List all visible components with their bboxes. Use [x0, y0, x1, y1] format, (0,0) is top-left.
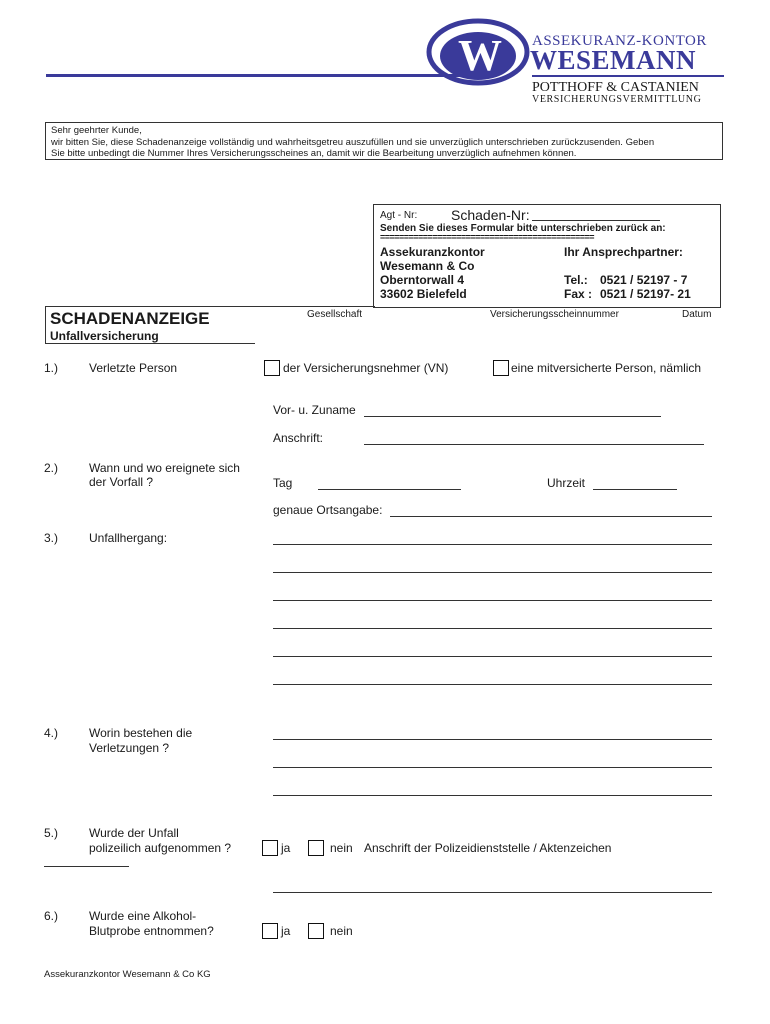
- time-label: Uhrzeit: [547, 476, 586, 490]
- q4-label-line2: Verletzungen ?: [89, 741, 170, 755]
- brand-rule: [532, 75, 724, 77]
- name-field[interactable]: [364, 402, 661, 417]
- q6-checkbox-yes[interactable]: [262, 923, 278, 939]
- q5-label-line1: Wurde der Unfall: [89, 826, 179, 840]
- q5-checkbox-no[interactable]: [308, 840, 324, 856]
- q1-checkbox-vn[interactable]: [264, 360, 280, 376]
- title-top-rule: [45, 306, 375, 307]
- q4-number: 4.): [44, 726, 59, 740]
- q1-checkbox-insured-person[interactable]: [493, 360, 509, 376]
- q2-label-line1: Wann und wo ereignete sich: [89, 461, 240, 475]
- q6-number: 6.): [44, 909, 59, 923]
- intro-line2: wir bitten Sie, diese Schadenanzeige vollständig und wahrheitsgetreu auszufüllen und sie unverzüglich unterschrieben zurückzusenden. Geben: [51, 137, 655, 148]
- q6-yes-label: ja: [281, 924, 291, 938]
- accident-description-line[interactable]: [273, 642, 712, 657]
- q2-label-line2: der Vorfall ?: [89, 475, 154, 489]
- fax-label: Fax :: [564, 287, 593, 301]
- date-header: Datum: [682, 309, 712, 320]
- q5-no-label: nein: [330, 841, 353, 855]
- injuries-line[interactable]: [273, 725, 712, 740]
- title-bottom-rule: [45, 343, 255, 344]
- q5-label-line2: polizeilich aufgenommen ?: [89, 841, 232, 855]
- q5-number: 5.): [44, 826, 59, 840]
- brand-line3: POTTHOFF & CASTANIEN: [532, 80, 699, 95]
- phone-label: Tel.:: [564, 273, 588, 287]
- intro-line3: Sie bitte unbedingt die Nummer Ihres Versicherungsscheines an, damit wir die Bearbeitung unverzüglich aufnehmen können.: [51, 148, 577, 159]
- footer-company: Assekuranzkontor Wesemann & Co KG: [44, 969, 211, 980]
- return-address-box: [373, 204, 721, 308]
- address-line3: Oberntorwall 4: [380, 273, 465, 287]
- claim-number-field[interactable]: [532, 206, 660, 221]
- q6-checkbox-no[interactable]: [308, 923, 324, 939]
- accident-description-line[interactable]: [273, 586, 712, 601]
- accident-description-line[interactable]: [273, 530, 712, 545]
- q5-yes-label: ja: [281, 841, 291, 855]
- contact-title: Ihr Ansprechpartner:: [564, 245, 683, 259]
- policy-number-header: Versicherungsscheinnummer: [490, 309, 619, 320]
- q1-option-vn: der Versicherungsnehmer (VN): [283, 361, 449, 375]
- page-title: SCHADENANZEIGE: [50, 309, 210, 328]
- day-label: Tag: [273, 476, 293, 490]
- q4-label-line1: Worin bestehen die: [89, 726, 193, 740]
- address-line2: Wesemann & Co: [380, 259, 475, 273]
- injuries-line[interactable]: [273, 781, 712, 796]
- address-label: Anschrift:: [273, 431, 324, 445]
- police-station-field[interactable]: [273, 878, 712, 893]
- agent-number-label: Agt - Nr:: [380, 210, 418, 221]
- agent-number-field[interactable]: [426, 208, 446, 222]
- brand-line1: ASSEKURANZ-KONTOR: [532, 33, 707, 49]
- location-label: genaue Ortsangabe:: [273, 503, 383, 517]
- address-line1: Assekuranzkontor: [380, 245, 485, 259]
- injuries-line[interactable]: [273, 753, 712, 768]
- gesellschaft-header: Gesellschaft: [307, 309, 363, 320]
- address-field[interactable]: [364, 430, 704, 445]
- time-field[interactable]: [593, 475, 677, 490]
- fax-value: 0521 / 52197- 21: [600, 287, 691, 301]
- name-label: Vor- u. Zuname: [273, 403, 356, 417]
- location-field[interactable]: [390, 502, 712, 517]
- q5-checkbox-yes[interactable]: [262, 840, 278, 856]
- q6-label-line1: Wurde eine Alkohol-: [89, 909, 197, 923]
- brand-line2: WESEMANN: [530, 45, 697, 75]
- q3-label: Unfallhergang:: [89, 531, 168, 545]
- q1-number: 1.): [44, 361, 59, 375]
- accident-description-line[interactable]: [273, 558, 712, 573]
- q1-option-insured-person: eine mitversicherte Person, nämlich: [511, 361, 702, 375]
- logo-letter: W: [458, 31, 502, 80]
- accident-description-line[interactable]: [273, 614, 712, 629]
- header-rule: [46, 74, 478, 77]
- q5-extra-line[interactable]: [44, 852, 129, 867]
- brand-line4: VERSICHERUNGSVERMITTLUNG: [532, 94, 702, 105]
- q6-label-line2: Blutprobe entnommen?: [89, 924, 214, 938]
- claim-number-label: Schaden-Nr:: [451, 207, 530, 223]
- intro-line1: Sehr geehrter Kunde,: [51, 125, 142, 136]
- q6-no-label: nein: [330, 924, 353, 938]
- police-station-label: Anschrift der Polizeidienststelle / Aktenzeichen: [364, 841, 612, 855]
- q1-label: Verletzte Person: [89, 361, 178, 375]
- day-field[interactable]: [318, 475, 461, 490]
- q3-number: 3.): [44, 531, 59, 545]
- send-instruction: Senden Sie dieses Formular bitte unterschrieben zurück an:: [380, 223, 666, 234]
- address-line4: 33602 Bielefeld: [380, 287, 467, 301]
- accident-description-line[interactable]: [273, 670, 712, 685]
- q2-number: 2.): [44, 461, 59, 475]
- separator-line: =============================================: [380, 232, 595, 242]
- intro-box: [45, 122, 723, 160]
- phone-value: 0521 / 52197 - 7: [600, 273, 688, 287]
- logo-mark: [426, 18, 530, 86]
- page-subtitle: Unfallversicherung: [50, 329, 159, 343]
